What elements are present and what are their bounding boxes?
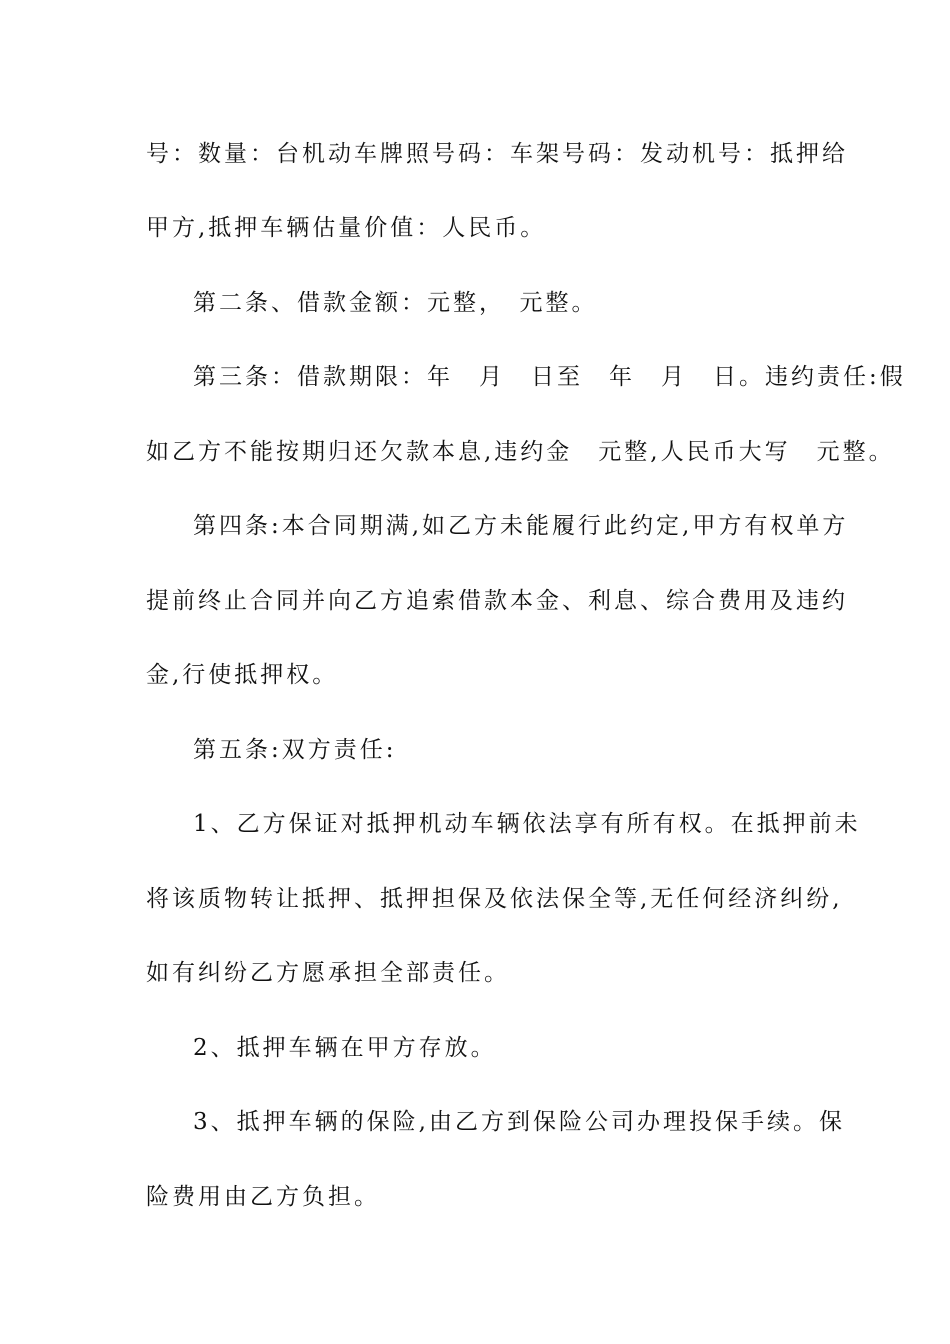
text-line: 将该质物转让抵押、抵押担保及依法保全等,无任何经济纠纷, <box>146 886 843 912</box>
text-line: 如有纠纷乙方愿承担全部责任。 <box>146 960 510 986</box>
text-line: 号：数量：台机动车牌照号码：车架号码：发动机号：抵押给 <box>146 141 848 167</box>
text-line: 2、抵押车辆在甲方存放。 <box>193 1035 497 1061</box>
text-line: 险费用由乙方负担。 <box>146 1184 380 1210</box>
text-line: 第五条:双方责任: <box>193 737 397 763</box>
text-line: 3、抵押车辆的保险,由乙方到保险公司办理投保手续。保 <box>193 1109 845 1135</box>
text-line: 金,行使抵押权。 <box>146 662 339 688</box>
text-line: 如乙方不能按期归还欠款本息,违约金 元整,人民币大写 元整。 <box>146 439 895 465</box>
text-line: 1、乙方保证对抵押机动车辆依法享有所有权。在抵押前未 <box>193 811 861 837</box>
text-line: 第三条：借款期限：年 月 日至 年 月 日。违约责任:假 <box>193 364 906 390</box>
text-line: 第四条:本合同期满,如乙方未能履行此约定,甲方有权单方 <box>193 513 849 539</box>
text-line: 第二条、借款金额：元整， 元整。 <box>193 290 598 316</box>
text-line: 提前终止合同并向乙方追索借款本金、利息、综合费用及违约 <box>146 588 848 614</box>
text-line: 甲方,抵押车辆估量价值：人民币。 <box>146 215 547 241</box>
